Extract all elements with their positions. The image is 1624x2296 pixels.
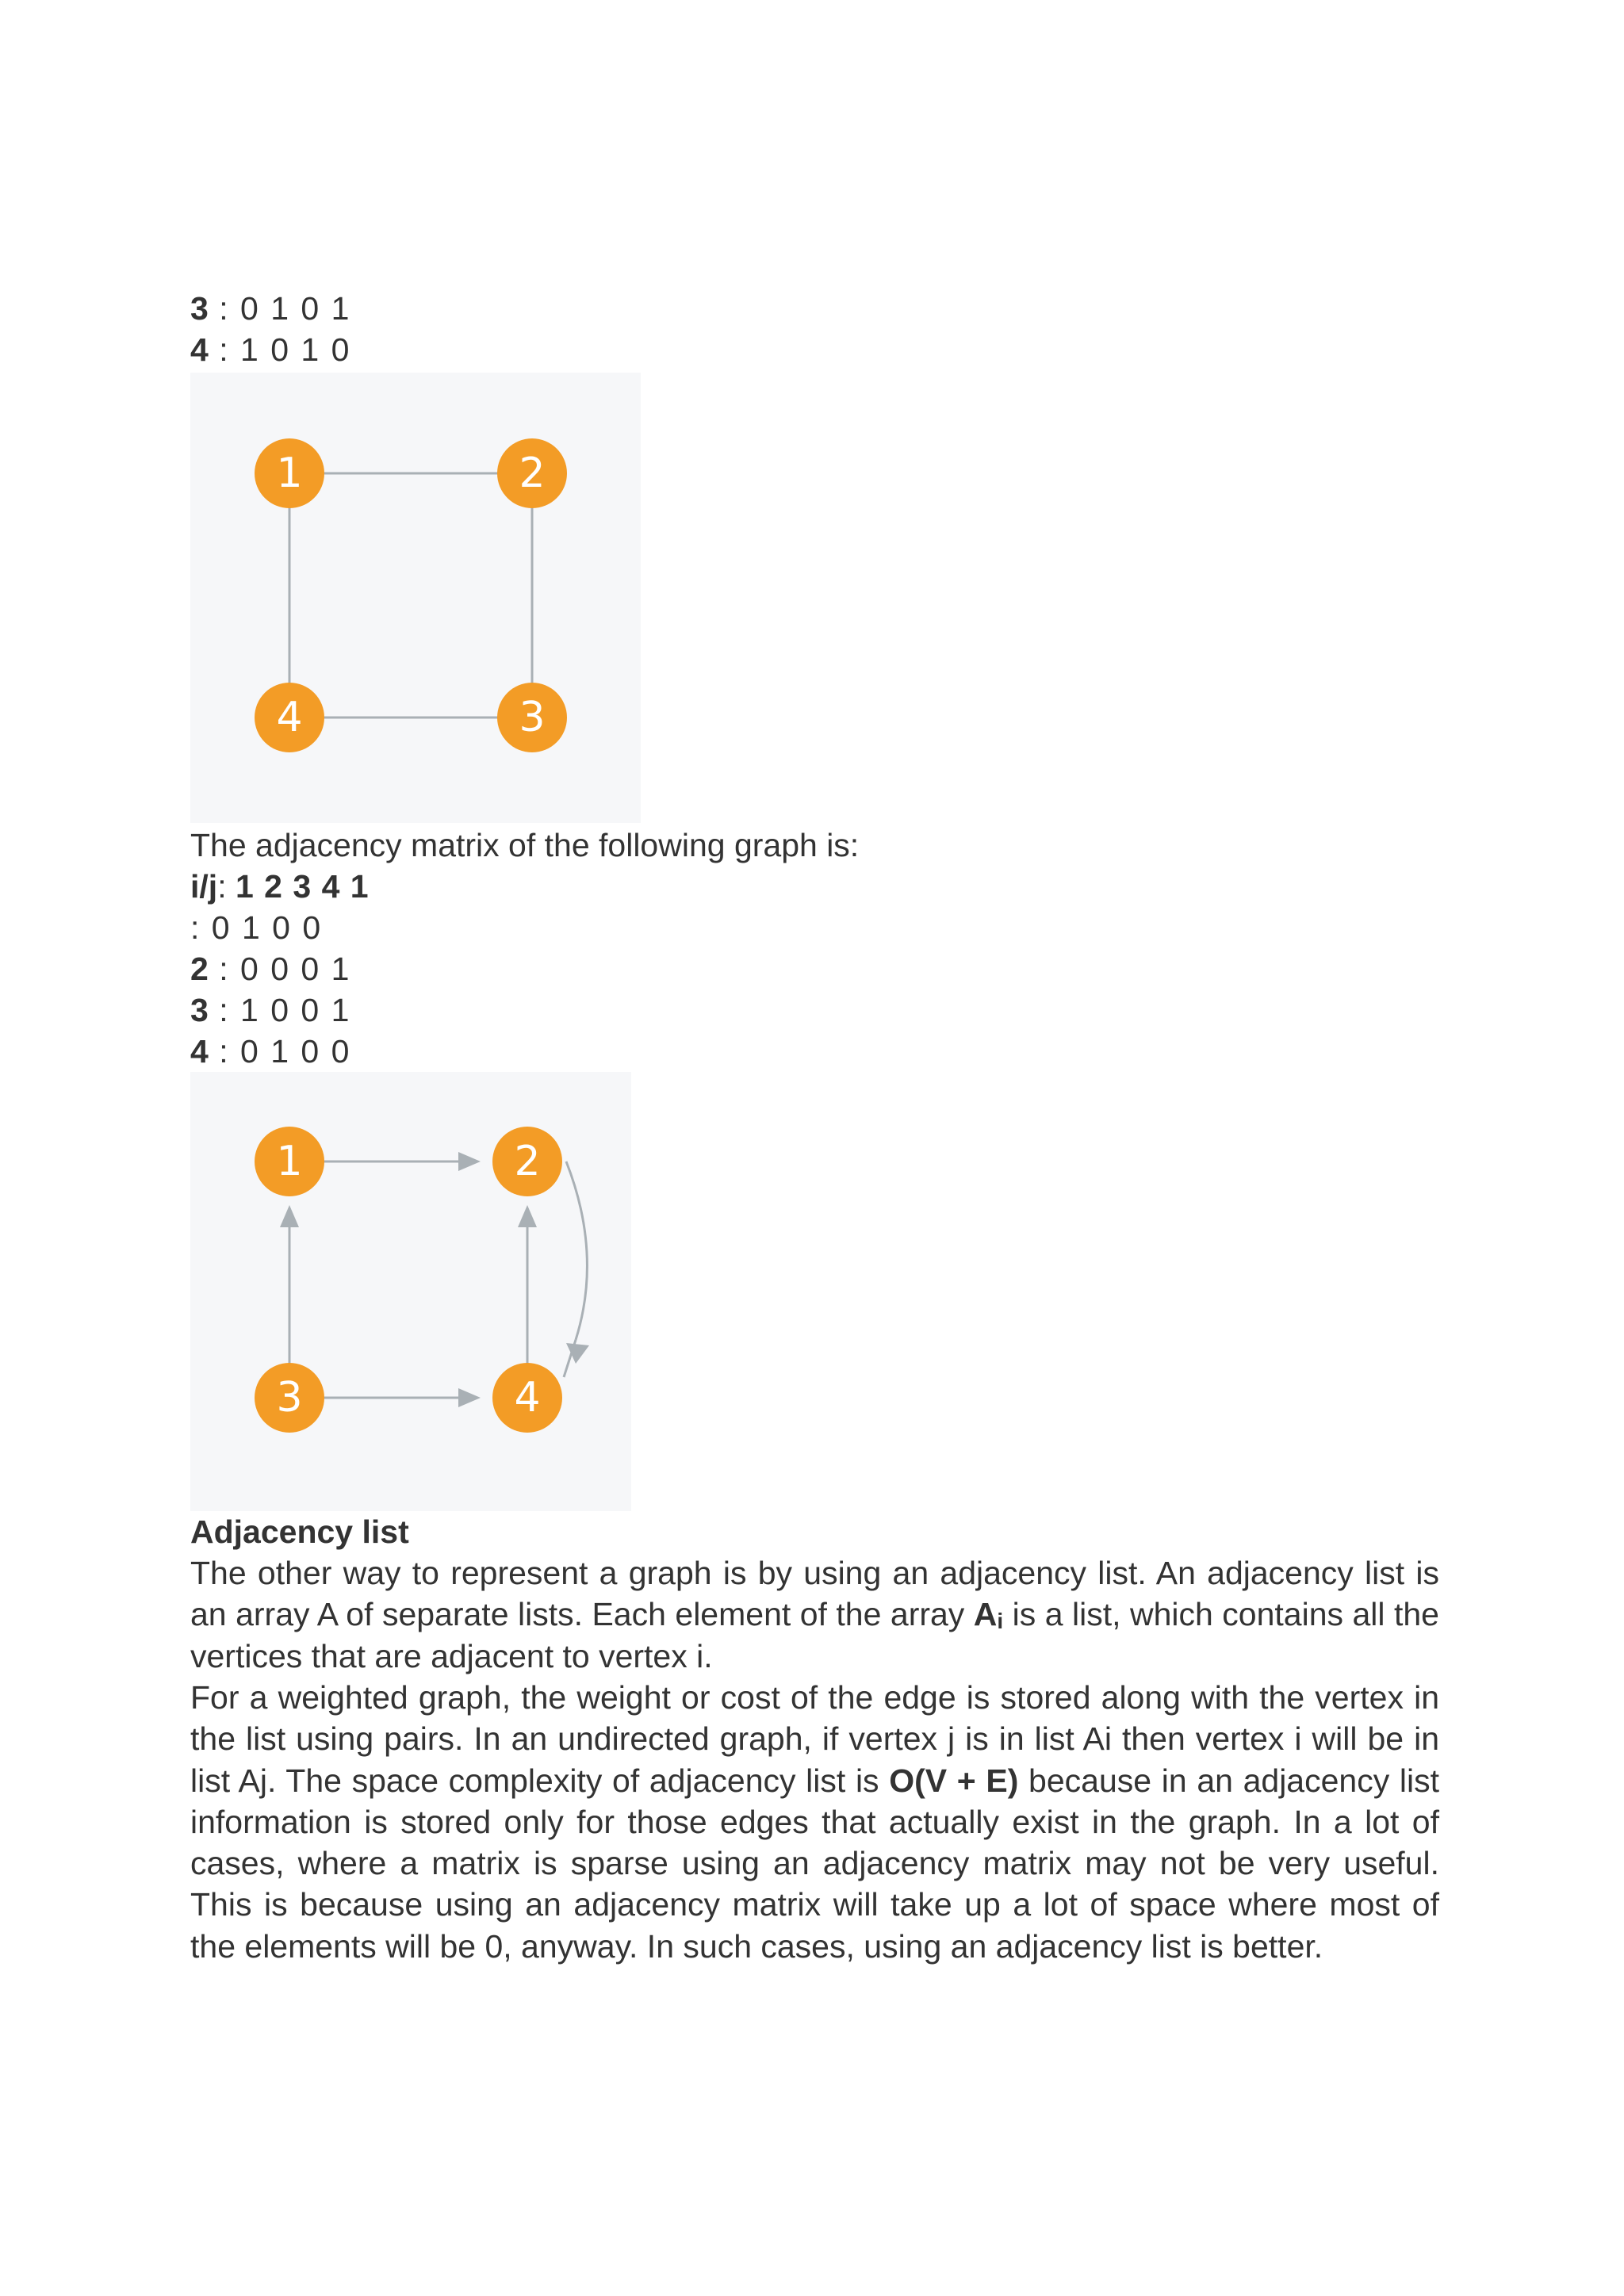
undirected-graph (190, 373, 641, 823)
matrix-header: i/j: 1 2 3 4 1 (190, 868, 370, 905)
paragraph-text: For a weighted graph, the weight or cost of the edge is stored along with the vertex in the list using pairs. In an undirected graph, if vertex j is in list Ai then vertex i will be in list Aj. The space complexity of adjacency list is (190, 1679, 1439, 1799)
arrowhead-4 (458, 1388, 481, 1407)
graph-node-1 (255, 1127, 324, 1196)
node-label: 2 (514, 1138, 541, 1185)
complexity-formula: O(V + E) (889, 1762, 1019, 1799)
paragraph-text: The other way to represent a graph is by using an adjacency list. An adjacency list is an array A of separate lists. Each element of the array (190, 1555, 1439, 1633)
graph-node-3 (255, 1363, 324, 1433)
paragraph-text: is a list, which contains all the vertices that are adjacent to vertex i. (190, 1596, 1439, 1674)
matrix-row: : 0 1 0 0 (190, 909, 323, 946)
matrix-row: 3 : 1 0 0 1 (190, 992, 351, 1028)
arrowhead-1 (280, 1205, 299, 1227)
row-index: 2 (190, 951, 209, 987)
paragraph-definition (190, 1552, 1439, 1677)
matrix-row: 3 : 0 1 0 1 (190, 290, 351, 327)
node-label: 3 (519, 694, 546, 741)
graph-node-1 (255, 438, 324, 508)
matrix-header-columns: 1 2 3 4 1 (235, 868, 370, 905)
graph-node-4 (255, 683, 324, 752)
array-symbol: A (973, 1596, 998, 1633)
row-values: 0 1 0 0 (211, 909, 323, 946)
node-label: 3 (276, 1374, 303, 1422)
matrix-header-prefix: i/j (190, 868, 218, 905)
row-index: 4 (190, 331, 209, 368)
row-values: 1 0 0 1 (240, 992, 351, 1028)
row-index: 3 (190, 290, 209, 327)
arrowhead-2 (458, 1152, 481, 1171)
node-label: 1 (276, 1138, 303, 1185)
matrix-row: 4 : 1 0 1 0 (190, 331, 351, 368)
paragraph-text: because in an adjacency list information is stored only for those edges that actually exist in the graph. In a lot of cases, where a matrix is sparse using an adjacency matrix may not be very useful. This is because using an adjacency matrix will take up a lot of space where most of the elements will be 0, anyway. In such cases, using an adjacency list is better. (190, 1762, 1439, 1965)
graph-node-2 (492, 1127, 562, 1196)
node-label: 2 (519, 450, 546, 497)
array-element-symbol (974, 1596, 1003, 1632)
graph-node-4 (492, 1363, 562, 1433)
row-values: 0 0 0 1 (240, 951, 351, 987)
graph-node-3 (497, 683, 567, 752)
row-values: 0 1 0 0 (240, 1033, 351, 1070)
node-label: 4 (514, 1374, 541, 1422)
row-index: 4 (190, 1033, 209, 1070)
directed-graph-figure (190, 1072, 631, 1511)
row-values: 0 1 0 1 (240, 290, 351, 327)
paragraph-space-complexity (190, 1677, 1439, 1967)
arrowhead-2-bottom (518, 1205, 537, 1227)
node-label: 1 (276, 450, 303, 497)
matrix-caption: The adjacency matrix of the following graph is: (190, 827, 860, 863)
edge-2-to-4 (566, 1161, 587, 1340)
graph-node-2 (497, 438, 567, 508)
row-index: 3 (190, 992, 209, 1028)
undirected-graph-figure (190, 373, 641, 823)
matrix-row: 2 : 0 0 0 1 (190, 951, 351, 987)
node-label: 4 (276, 694, 303, 741)
directed-graph (190, 1072, 631, 1511)
matrix-row: 4 : 0 1 0 0 (190, 1033, 351, 1070)
row-values: 1 0 1 0 (240, 331, 351, 368)
section-heading: Adjacency list (190, 1513, 409, 1550)
array-subscript: i (997, 1609, 1004, 1634)
